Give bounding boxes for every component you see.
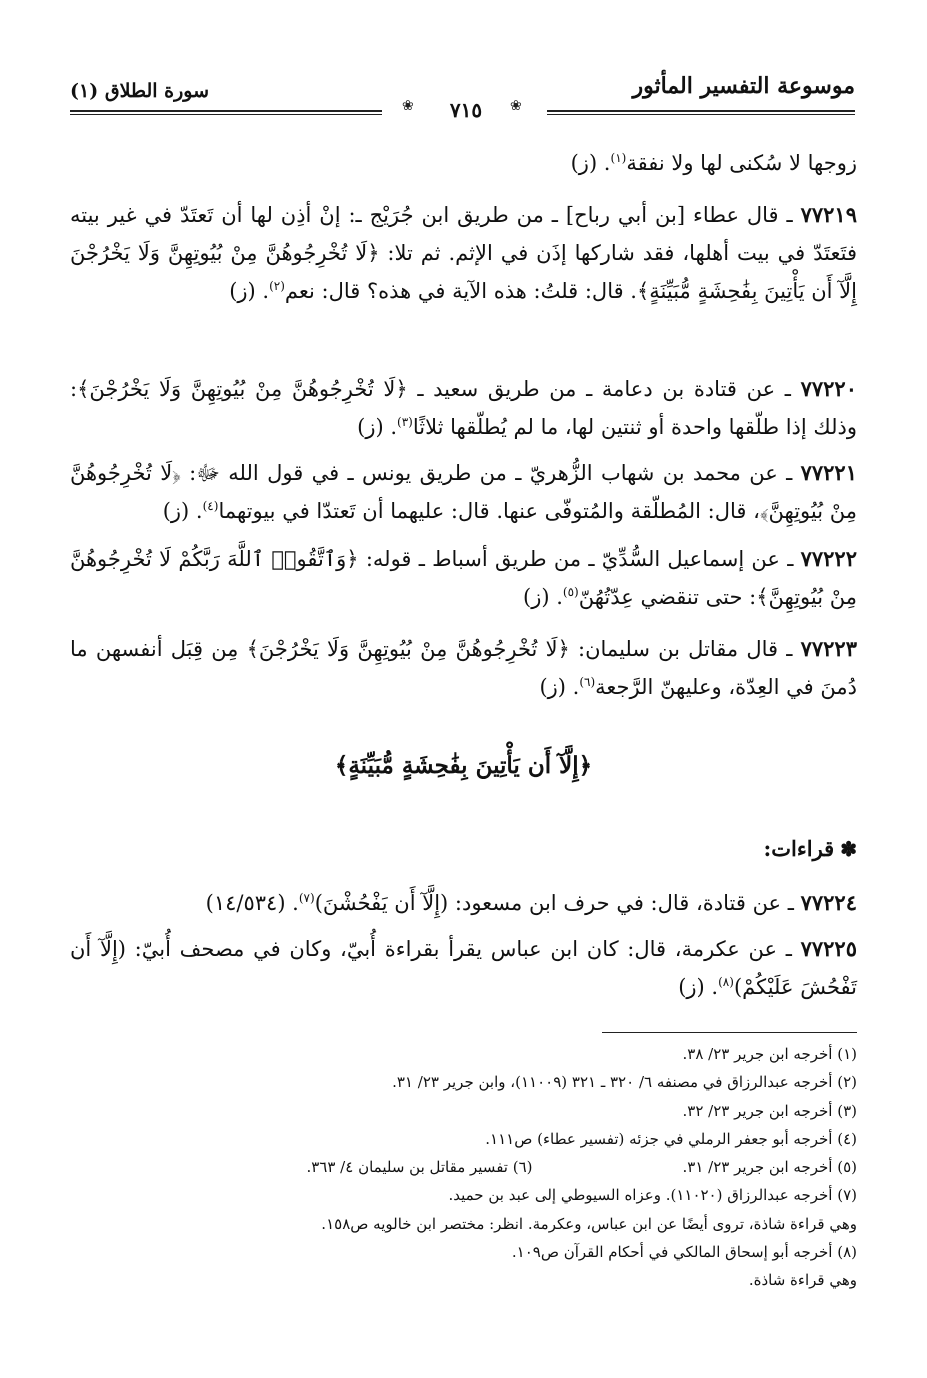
paragraph: ٧٧٢٢١ ـ عن محمد بن شهاب الزُّهريّ ـ من طريق يونس ـ في قول الله ﷻ: ﴿لَا تُخْرِجُوهُنَّ مِنْ بُيُوتِهِنَّ﴾، قال: المُطلّقة والمُتوفّى عنها. قال: عليهما أن تَعتدّا في بيوتهما$^{(٤)}$. (ز)	[70, 460, 857, 523]
header-rule-right	[547, 110, 855, 112]
footnote-ref: (٢)	[269, 279, 285, 293]
surah-title: سورة الطلاق (١)	[70, 80, 210, 102]
footnote-ref: (٨)	[718, 975, 734, 989]
footnote: (٦) تفسير مقاتل بن سليمان ٤/ ٣٦٣.	[306, 1158, 533, 1177]
page-number: ٧١٥	[449, 98, 483, 122]
ornament-icon: ❀	[510, 98, 522, 114]
footnote-ref: (٦)	[579, 675, 596, 689]
ornament-icon: ❀	[402, 98, 414, 114]
footnote: (٥) أخرجه ابن جرير ٢٣/ ٣١.	[682, 1158, 857, 1177]
footnote: (١) أخرجه ابن جرير ٢٣/ ٣٨.	[682, 1045, 857, 1063]
footnote: (٨) أخرجه أبو إسحاق المالكي في أحكام القرآن ص١٠٩.	[511, 1243, 857, 1262]
footnote-ref: (١)	[610, 151, 627, 165]
reading-paragraph: ٧٧٢٢٤ ـ عن قتادة، قال: في حرف ابن مسعود: (إِلَّآ أَن يَفْحُشْنَ)$^{(٧)}$. (١٤/٥٣٤)	[205, 890, 857, 915]
paragraph: ٧٧٢٢٢ ـ عن إسماعيل السُّدِّيّ ـ من طريق أسباط ـ قوله: ﴿وَٱتَّقُوا۟ ٱللَّهَ رَبَّكُمْ لَا تُخْرِجُوهُنَّ مِنْ بُيُوتِهِنَّ﴾: حتى تنقضي عِدّتُهُنّ$^{(٥)}$. (ز)	[70, 546, 857, 609]
reading-paragraph: ٧٧٢٢٥ ـ عن عكرمة، قال: كان ابن عباس يقرأ بقراءة أُبيّ، وكان في مصحف أُبيّ: (إِلَّآ أَن تَفْحُشَ عَلَيْكُمْ)$^{(٨)}$. (ز)	[70, 936, 857, 999]
paragraph: زوجها لا سُكنى لها ولا نفقة$^{(١)}$. (ز)	[570, 151, 857, 175]
footnote: (٣) أخرجه ابن جرير ٢٣/ ٣٢.	[682, 1101, 857, 1120]
paragraph: ٧٧٢١٩ ـ قال عطاء [بن أبي رباح] ـ من طريق ابن جُرَيْج ـ: إنْ أذِن لها أن تَعتَدّ في غير بيته فتَعتَدّ في بيت أهلها، فقد شاركها إذَن في الإثم. ثم تلا: ﴿لَا تُخْرِجُوهُنَّ مِنْ بُيُوتِهِنَّ وَلَا يَخْرُجْنَ إِلَّآ أَن يَأْتِينَ بِفَٰحِشَةٍ مُّبَيِّنَةٍ﴾. قال: قلتُ: هذه الآية في هذه؟ قال: نعم$^{(٢)}$. (ز)	[70, 202, 857, 303]
hadith-number: ٧٧٢٢٢	[800, 546, 857, 571]
header-rule-left	[70, 110, 382, 112]
paragraph: ٧٧٢٢٣ ـ قال مقاتل بن سليمان: ﴿لَا تُخْرِجُوهُنَّ مِنْ بُيُوتِهِنَّ وَلَا يَخْرُجْنَ﴾ مِن قِبَل أنفسهن ما دُمنَ في العِدّة، وعليهنّ الرَّجعة$^{(٦)}$. (ز)	[70, 636, 857, 699]
footnote: وهي قراءة شاذة، تروى أيضًا عن ابن عباس، وعكرمة. انظر: مختصر ابن خالويه ص١٥٨.	[321, 1214, 857, 1233]
footnote: (٤) أخرجه أبو جعفر الرملي في جزئه (تفسير عطاء) ص١١١.	[485, 1129, 857, 1148]
footnote: (٧) أخرجه عبدالرزاق (١١٠٢٠). وعزاه السيوطي إلى عبد بن حميد.	[448, 1186, 857, 1205]
footnote-ref: (٣)	[397, 415, 413, 429]
section-heading: ✽قراءات:	[763, 836, 857, 861]
hadith-number: ٧٧٢٢١	[800, 460, 857, 485]
book-title: موسوعة التفسير المأثور	[632, 73, 855, 99]
footnote-ref: (٧)	[298, 891, 315, 905]
flower-ornament-icon: ✽	[840, 837, 857, 861]
footnote-separator	[602, 1032, 857, 1033]
footnote-ref: (٥)	[562, 585, 579, 599]
hadith-number: ٧٧٢٢٣	[800, 636, 857, 661]
footnote-ref: (٤)	[202, 499, 219, 513]
footnote: وهي قراءة شاذة.	[748, 1271, 857, 1290]
hadith-number: ٧٧٢٢٠	[800, 376, 857, 401]
hadith-number: ٧٧٢١٩	[800, 202, 857, 227]
hadith-number: ٧٧٢٢٤	[800, 890, 857, 915]
hadith-number: ٧٧٢٢٥	[800, 936, 857, 961]
footnotes	[70, 1040, 857, 1295]
verse-heading: ﴿إِلَّآ أَن يَأْتِينَ بِفَٰحِشَةٍ مُّبَيِّنَةٍ﴾	[334, 752, 593, 779]
footnote-row-double	[70, 1153, 857, 1181]
footnote: (٢) أخرجه عبدالرزاق في مصنفه ٦/ ٣٢٠ ـ ٣٢١ (١١٠٠٩)، وابن جرير ٢٣/ ٣١.	[392, 1073, 857, 1092]
paragraph: ٧٧٢٢٠ ـ عن قتادة بن دعامة ـ من طريق سعيد ـ ﴿لَا تُخْرِجُوهُنَّ مِنْ بُيُوتِهِنَّ وَلَا يَخْرُجْنَ﴾: وذلك إذا طلّقها واحدة أو ثنتين لها، ما لم يُطلّقها ثلاثًا$^{(٣)}$. (ز)	[70, 376, 857, 439]
